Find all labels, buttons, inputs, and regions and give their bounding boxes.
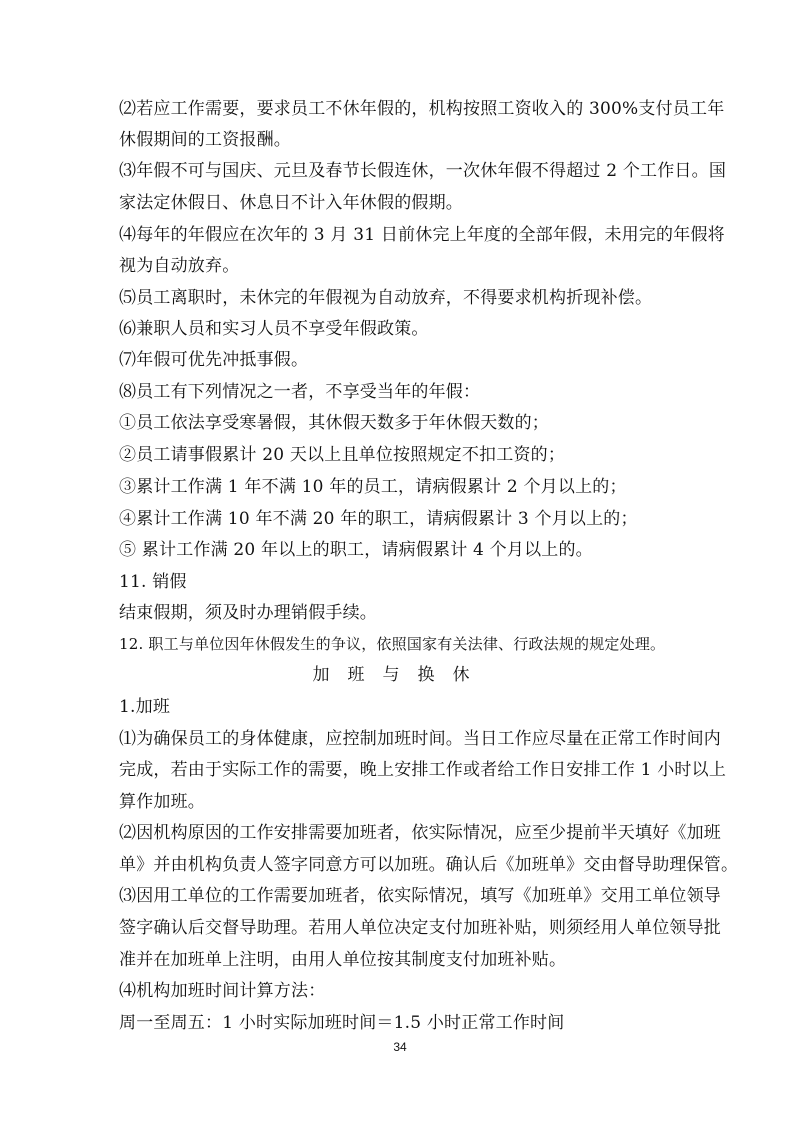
text-line: 准并在加班单上注明，由用人单位按其制度支付加班补贴。 xyxy=(119,950,567,970)
text-line: 结束假期，须及时办理销假手续。 xyxy=(119,603,377,623)
text-line: 休假期间的工资报酬。 xyxy=(119,130,291,150)
text-line: 算作加班。 xyxy=(119,792,205,812)
text-line: ⑤ 累计工作满 20 年以上的职工，请病假累计 4 个月以上的。 xyxy=(119,540,593,560)
page-number: 34 xyxy=(393,1040,407,1054)
text-line: ③累计工作满 1 年不满 10 年的员工，请病假累计 2 个月以上的； xyxy=(119,477,627,497)
text-line: ②员工请事假累计 20 天以上且单位按照规定不扣工资的； xyxy=(119,445,566,465)
text-line: ①员工依法享受寒暑假，其休假天数多于年休假天数的； xyxy=(119,413,549,433)
text-line: 签字确认后交督导助理。若用人单位决定支付加班补贴，则须经用人单位领导批 xyxy=(119,918,721,938)
text-line: 单》并由机构负责人签字同意方可以加班。确认后《加班单》交由督导助理保管。 xyxy=(119,855,739,875)
text-line: 12. 职工与单位因年休假发生的争议，依照国家有关法律、行政法规的规定处理。 xyxy=(119,635,666,653)
text-line: ⑶因用工单位的工作需要加班者，依实际情况，填写《加班单》交用工单位领导 xyxy=(119,886,721,906)
text-line: ④累计工作满 10 年不满 20 年的职工，请病假累计 3 个月以上的； xyxy=(119,509,638,529)
text-line: 家法定休假日、休息日不计入年休假的假期。 xyxy=(119,193,463,213)
text-line: ⑵若应工作需要，要求员工不休年假的，机构按照工资收入的 300%支付员工年 xyxy=(119,99,725,119)
text-line: ⑻员工有下列情况之一者，不享受当年的年假： xyxy=(119,382,481,402)
section-heading: 加班与换休 xyxy=(312,665,488,685)
text-line: ⑵因机构原因的工作安排需要加班者，依实际情况，应至少提前半天填好《加班 xyxy=(119,823,721,843)
text-line: 11. 销假 xyxy=(119,572,187,592)
text-line: 周一至周五：1 小时实际加班时间＝1.5 小时正常工作时间 xyxy=(119,1013,565,1033)
text-line: ⑶年假不可与国庆、元旦及春节长假连休，一次休年假不得超过 2 个工作日。国 xyxy=(119,161,727,181)
text-line: ⑸员工离职时，未休完的年假视为自动放弃，不得要求机构折现补偿。 xyxy=(119,288,653,308)
text-line: ⑷每年的年假应在次年的 3 月 31 日前休完上年度的全部年假，未用完的年假将 xyxy=(119,225,725,245)
text-line: 1.加班 xyxy=(119,697,171,717)
text-line: 视为自动放弃。 xyxy=(119,256,240,276)
text-line: ⑺年假可优先冲抵事假。 xyxy=(119,350,309,370)
text-line: ⑹兼职人员和实习人员不享受年假政策。 xyxy=(119,319,429,339)
text-line: ⑷机构加班时间计算方法： xyxy=(119,981,326,1001)
text-line: ⑴为确保员工的身体健康，应控制加班时间。当日工作应尽量在正常工作时间内 xyxy=(119,729,721,749)
text-line: 完成，若由于实际工作的需要，晚上安排工作或者给工作日安排工作 1 小时以上 xyxy=(119,760,727,780)
